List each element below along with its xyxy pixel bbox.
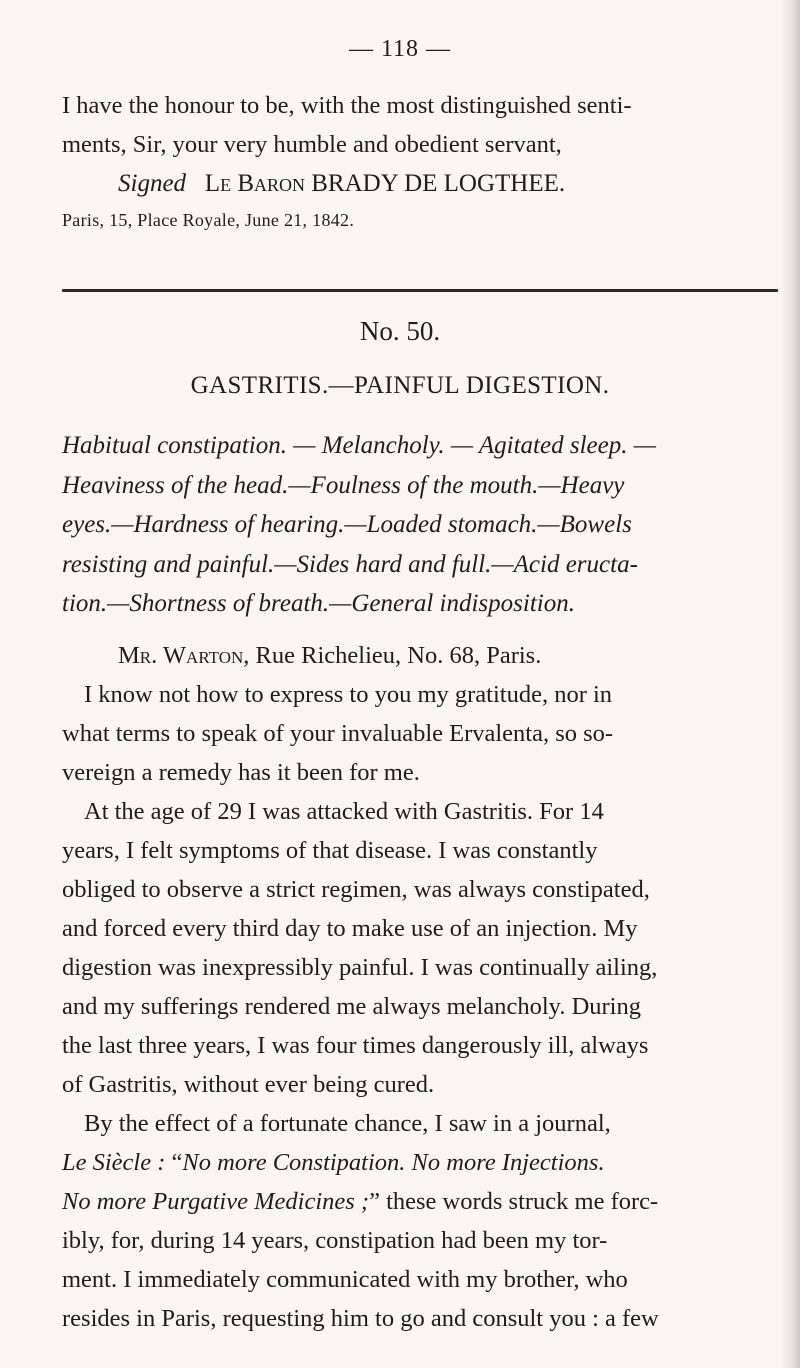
signed-label: Signed [118, 170, 187, 197]
symptoms-line: eyes.—Hardness of hearing.—Loaded stomach.—Bowels [62, 511, 632, 538]
closing-line-2: ments, Sir, your very humble and obedient servant, [62, 131, 562, 158]
quote-open: “ [165, 1149, 183, 1176]
symptoms-line: Heaviness of the head.—Foulness of the mouth.—Heavy [62, 471, 625, 499]
symptoms-line: resisting and painful.—Sides hard and full.—Acid eructa- [62, 550, 638, 578]
symptoms-list [62, 426, 778, 624]
paragraph-line: the last three years, I was four times dangerously ill, always [62, 1032, 649, 1059]
paragraph-line [62, 1182, 778, 1221]
testimonial-body [62, 636, 778, 1338]
quoted-headline-2: No more Purgative Medicines ; [62, 1188, 370, 1215]
paragraph-line: digestion was inexpressibly painful. I was continually ailing, [62, 954, 658, 981]
place-date: Paris, 15, Place Royale, June 21, 1842. [62, 210, 355, 230]
section-divider [62, 289, 778, 292]
signer-title: Le Baron [204, 170, 305, 197]
paragraph-3 [62, 1104, 778, 1338]
closing-line-1: I have the honour to be, with the most distinguished senti- [62, 92, 632, 119]
paragraph-line: resides in Paris, requesting him to go and consult you : a few [62, 1305, 659, 1332]
writer-address: , Rue Richelieu, No. 68, Paris. [243, 642, 542, 669]
paragraph-line: By the effect of a fortunate chance, I saw in a journal, [84, 1110, 611, 1137]
signature-line [62, 164, 762, 204]
signer-name: BRADY DE LOGTHEE. [311, 170, 566, 197]
journal-name: Le Siècle : [62, 1149, 166, 1176]
paragraph-line: obliged to observe a strict regimen, was always constipated, [62, 876, 650, 903]
case-number: No. 50. [359, 316, 441, 346]
writer-line [62, 636, 778, 675]
paragraph-line: ibly, for, during 14 years, constipation had been my tor- [62, 1227, 608, 1254]
paragraph-line: ment. I immediately communicated with my brother, who [62, 1266, 628, 1293]
symptoms-line: Habitual constipation. — Melancholy. — Agitated sleep. — [62, 432, 656, 459]
writer-name: Mr. Warton [118, 642, 244, 669]
paragraph-line: and forced every third day to make use of an injection. My [62, 915, 638, 942]
quote-continuation: ” these words struck me forc- [369, 1188, 659, 1215]
paragraph-line: of Gastritis, without ever being cured. [62, 1071, 435, 1098]
paragraph-line: I know not how to express to you my gratitude, nor in [84, 681, 613, 708]
letter-closing [62, 86, 762, 231]
case-title: GASTRITIS.—PAINFUL DIGESTION. [190, 372, 610, 399]
paragraph-line: years, I felt symptoms of that disease. I was constantly [62, 837, 598, 864]
paragraph-1 [62, 675, 778, 792]
symptoms-line: tion.—Shortness of breath.—General indisposition. [62, 590, 575, 617]
paragraph-line: At the age of 29 I was attacked with Gastritis. For 14 [84, 798, 604, 825]
paragraph-2 [62, 792, 778, 1104]
page-number: — 118 — [348, 36, 452, 62]
paragraph-line: and my sufferings rendered me always melancholy. During [62, 993, 641, 1020]
quoted-headline-1: No more Constipation. No more Injections. [182, 1149, 605, 1176]
paragraph-line: what terms to speak of your invaluable Ervalenta, so so- [62, 720, 614, 747]
paragraph-line [62, 1143, 778, 1182]
paragraph-line: vereign a remedy has it been for me. [62, 759, 420, 786]
